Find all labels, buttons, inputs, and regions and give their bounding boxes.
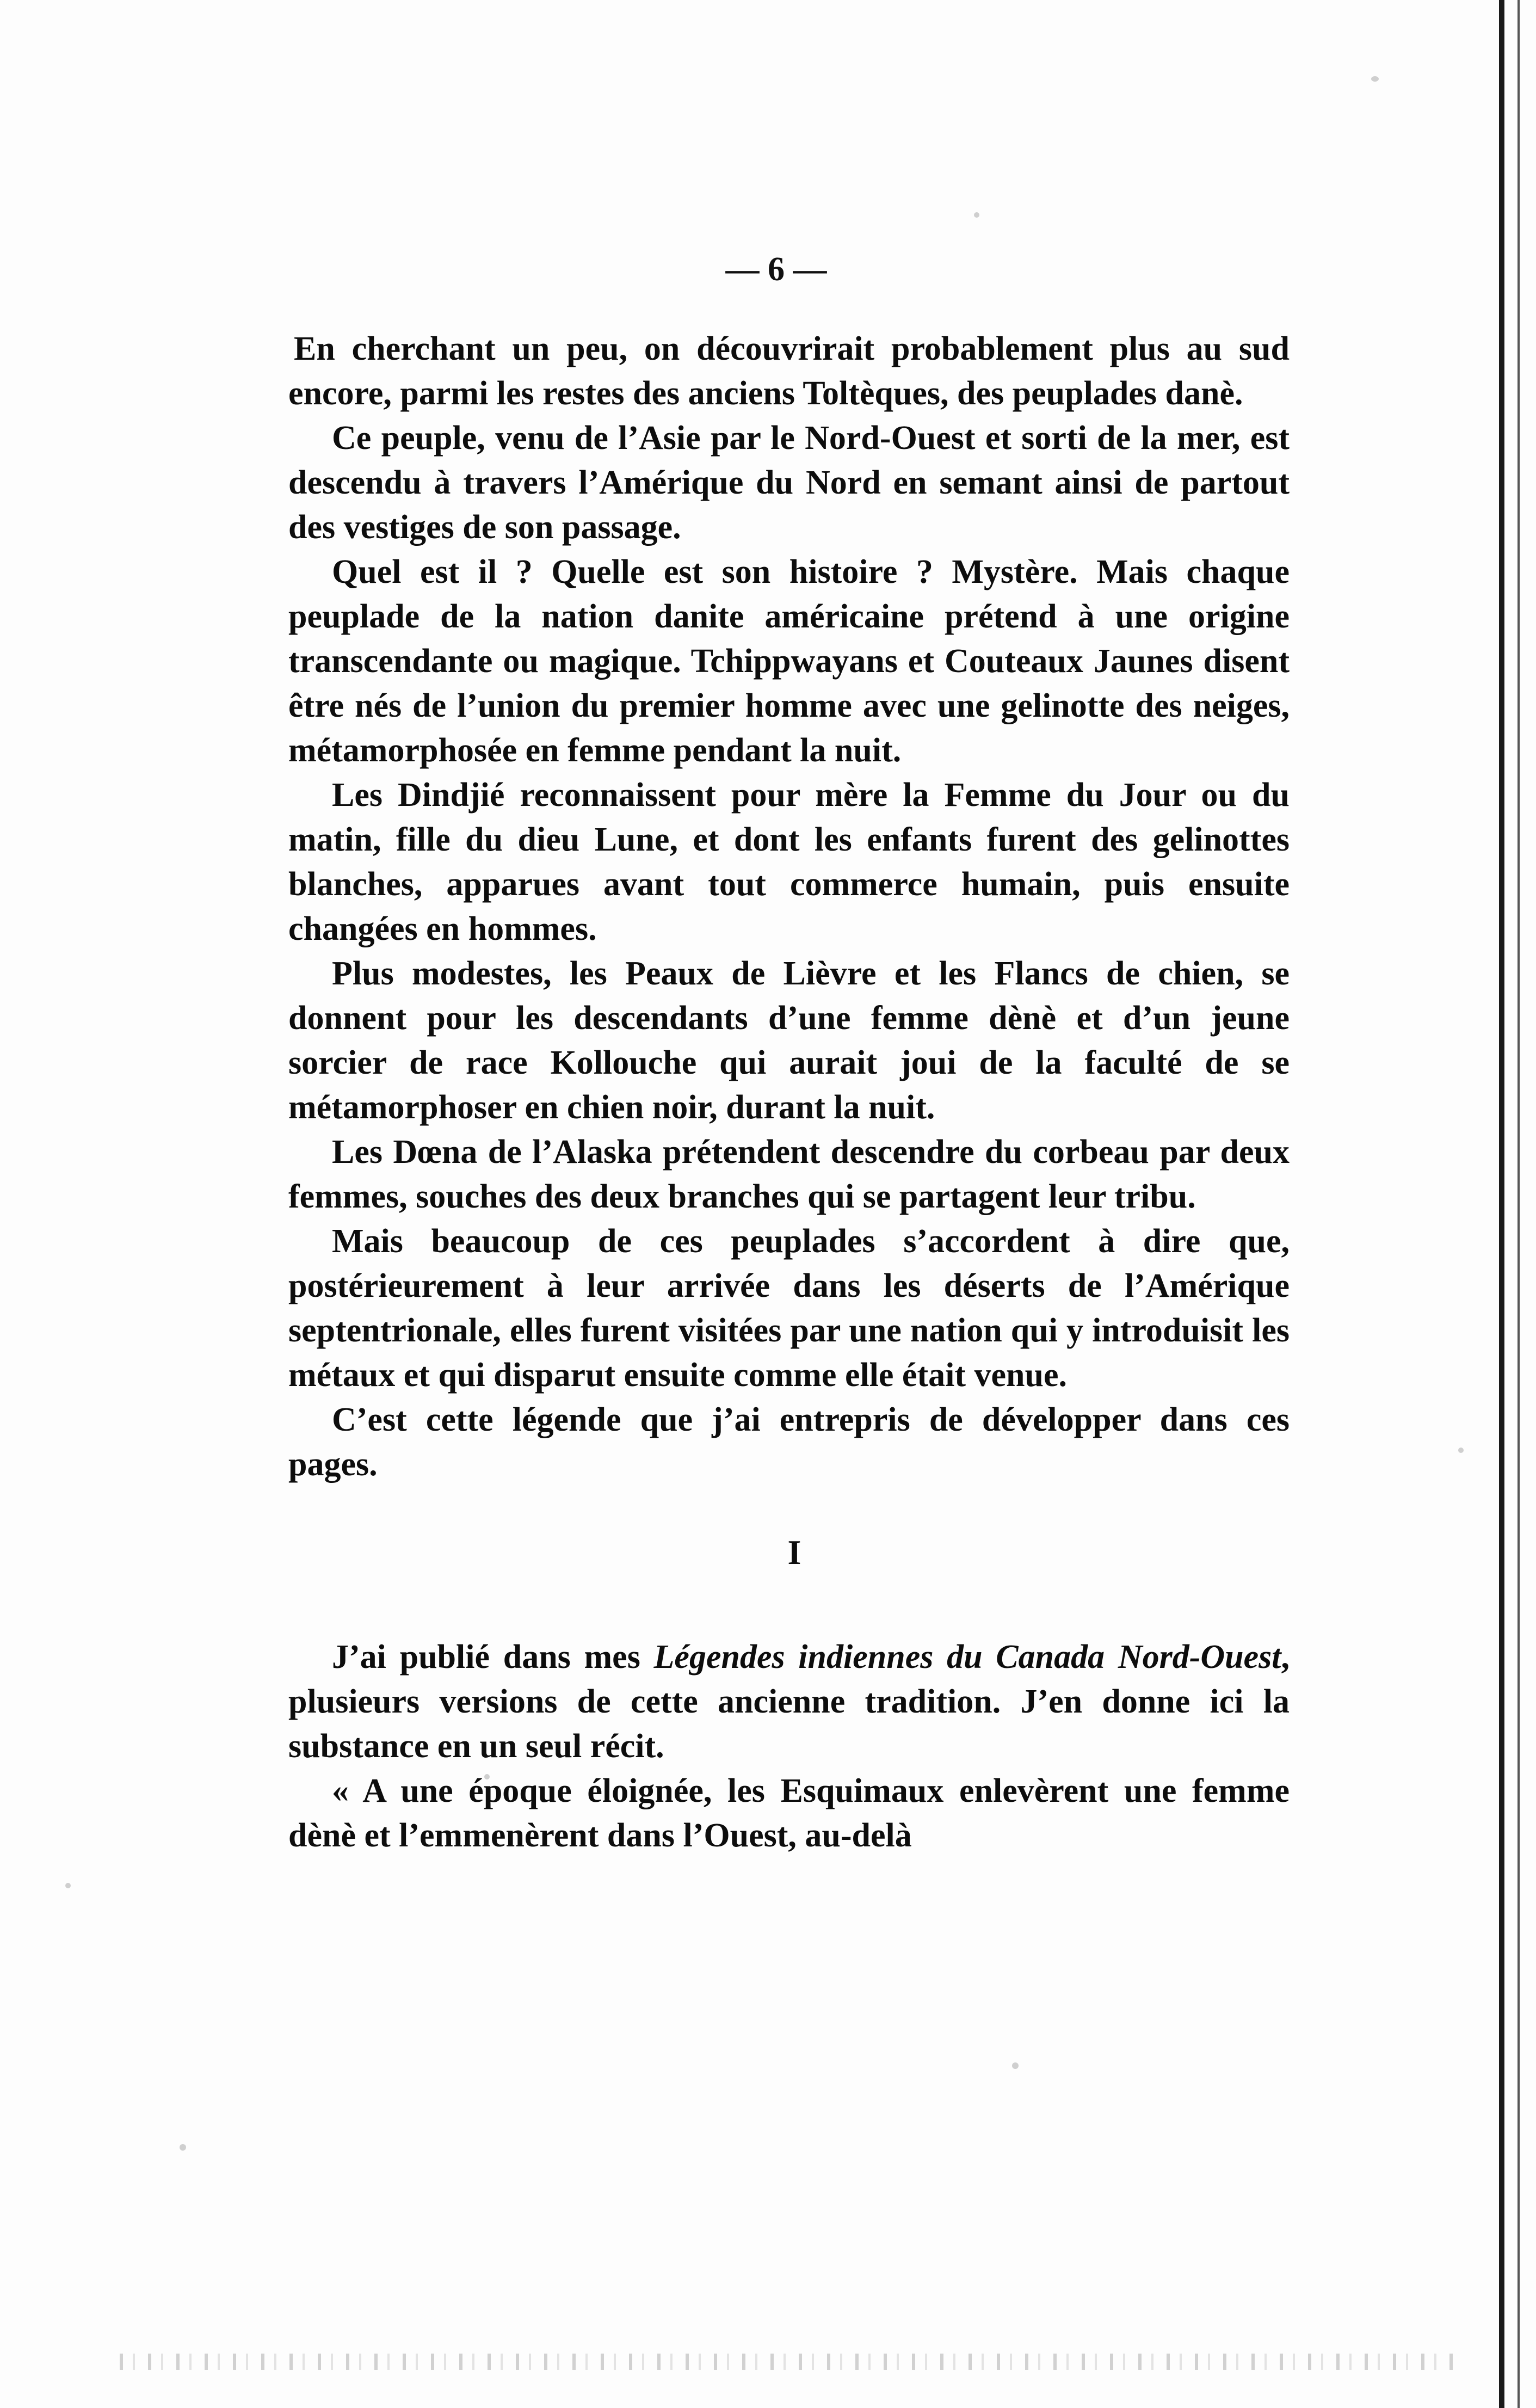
paragraph-5: Plus modestes, les Peaux de Lièvre et les Flancs de chien, se donnent pour les descendants d’une femme dènè et d’un jeune sorcier de race Kollouche qui aurait joui de la faculté de se métamorphoser en chien noir, durant la nuit. [288,955,1290,1126]
section-paragraph-1-rest: , plusieurs versions de cette ancienne tradition. J’en donne ici la substance en un seul récit. [288,1639,1290,1765]
ink-speck [180,2144,186,2151]
scan-noise [120,2354,1453,2370]
ink-speck [1371,76,1379,82]
paragraph-6: Les Dœna de l’Alaska prétendent descendre du corbeau par deux femmes, souches des deux branches qui se partagent leur tribu. [288,1134,1290,1215]
ink-speck [974,212,979,218]
ink-speck [65,1883,71,1888]
paragraph-1: En cherchant un peu, on découvrirait probablement plus au sud encore, parmi les restes des anciens Toltèques, des peuplades danè. [288,330,1290,412]
book-title: Légendes indiennes du Canada Nord-Ouest [653,1639,1281,1676]
section-paragraph-1-intro: J’ai publié dans mes [332,1639,654,1676]
section-paragraph-2: « A une époque éloignée, les Esquimaux enlevèrent une femme dènè et l’emmenèrent dans l’Ouest, au-delà [288,1772,1290,1854]
ink-speck [484,1774,490,1779]
section-paragraph-1 [288,1635,1290,1769]
page-edge-shadow [1499,0,1504,2408]
section-heading: I [787,1533,801,1572]
ink-speck [1458,1448,1464,1453]
ink-speck [1012,2062,1019,2069]
body-text [288,327,1290,1858]
page-edge-line [1518,0,1520,2408]
page-number: — 6 — [725,251,827,288]
paragraph-3: Quel est il ? Quelle est son histoire ? Mystère. Mais chaque peuplade de la nation danite américaine prétend à une origine transcendante ou magique. Tchippwayans et Couteaux Jaunes disent être nés de l’union du premier homme avec une gelinotte des neiges, métamorphosée en femme pendant la nuit. [288,553,1290,769]
paragraph-4: Les Dindjié reconnaissent pour mère la Femme du Jour ou du matin, fille du dieu Lune, et dont les enfants furent des gelinottes blanches, apparues avant tout commerce humain, puis ensuite changées en hommes. [288,777,1290,947]
paragraph-7: Mais beaucoup de ces peuplades s’accordent à dire que, postérieurement à leur arrivée dans les déserts de l’Amérique septentrionale, elles furent visitées par une nation qui y introduisit les métaux et qui disparut ensuite comme elle était venue. [288,1223,1290,1394]
paragraph-8: C’est cette légende que j’ai entrepris de développer dans ces pages. [288,1401,1290,1483]
paragraph-2: Ce peuple, venu de l’Asie par le Nord-Ouest et sorti de la mer, est descendu à travers l’Amérique du Nord en semant ainsi de partout des vestiges de son passage. [288,420,1290,546]
